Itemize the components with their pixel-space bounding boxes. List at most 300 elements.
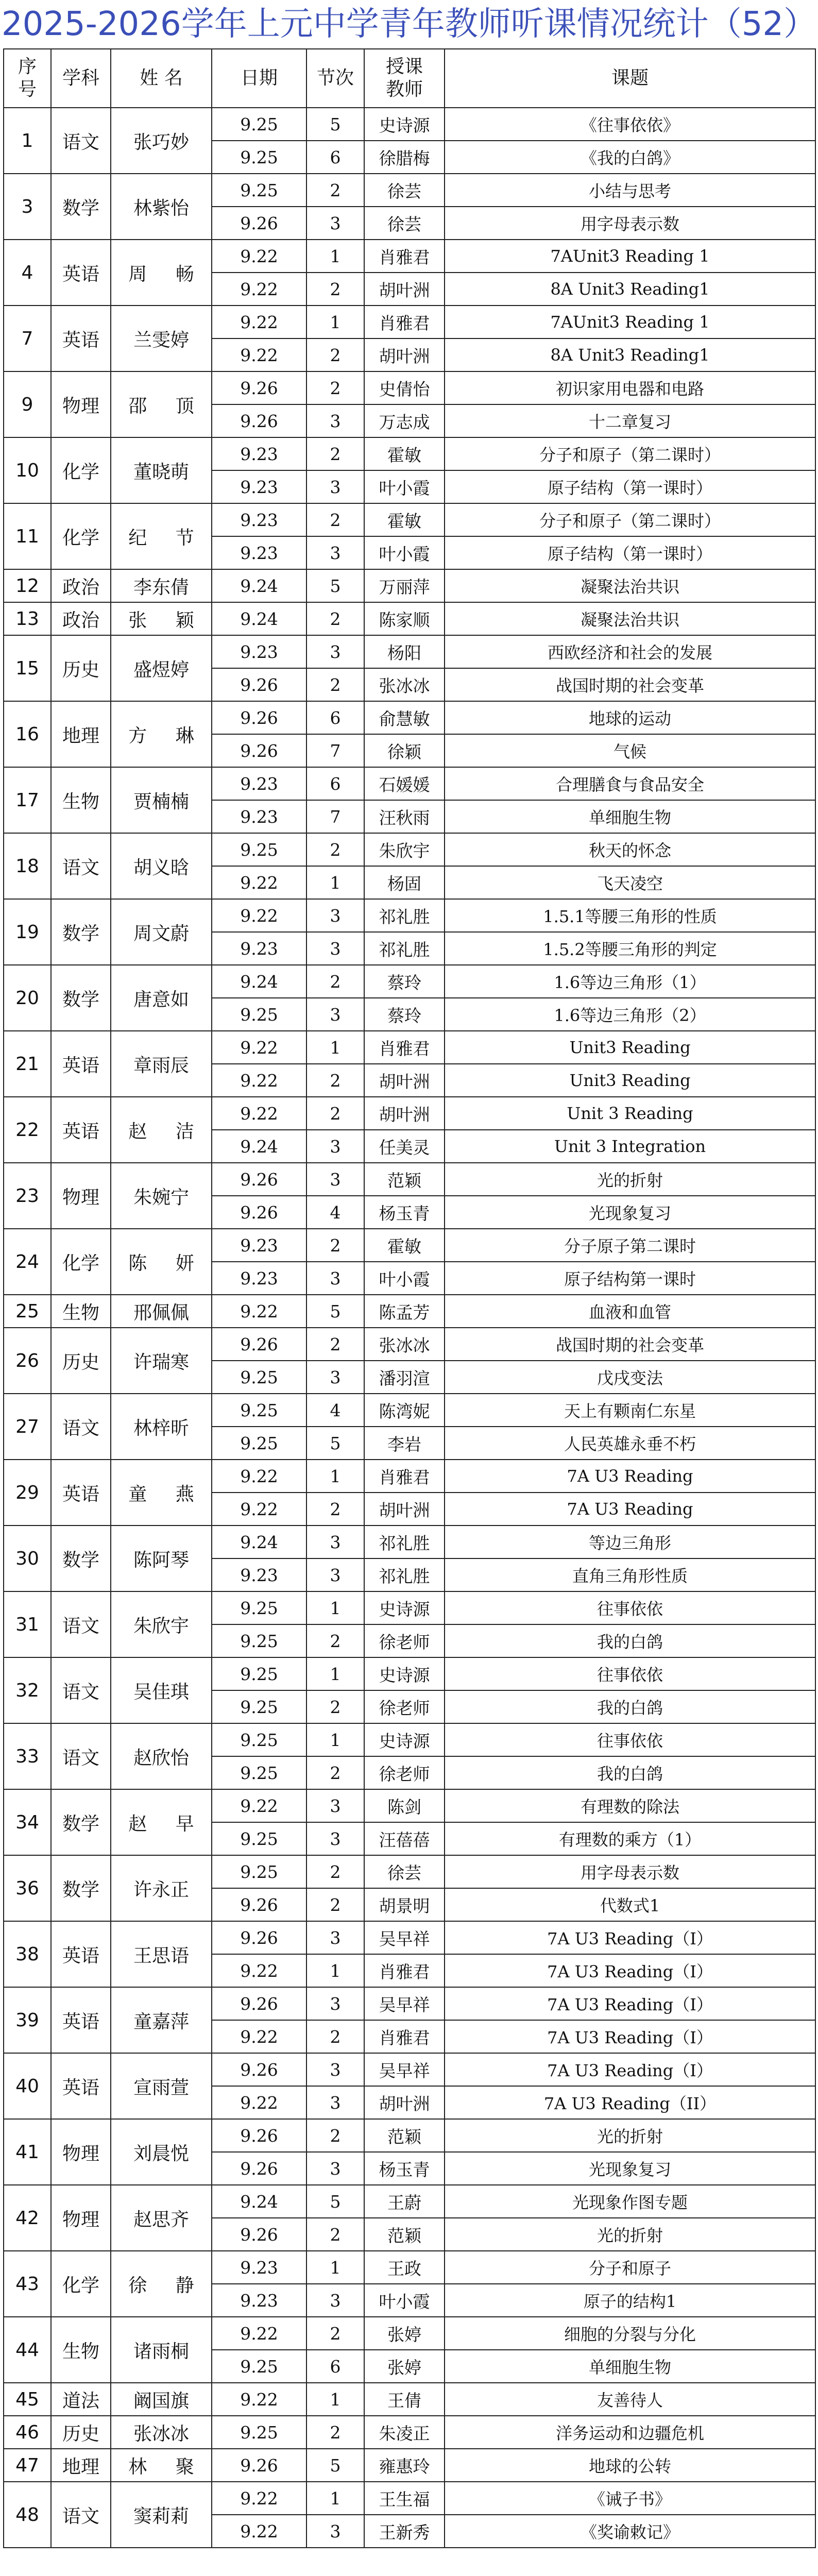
topic-cell: 《往事依依》 [445,108,815,141]
row-number: 43 [4,2251,51,2317]
lecturer-cell: 徐芸 [364,174,445,207]
date-cell: 9.25 [212,1361,306,1394]
table-row [4,1526,815,1558]
subject-cell: 语文 [51,2482,111,2548]
row-number: 26 [4,1328,51,1394]
period-cell: 4 [306,1394,364,1427]
period-cell: 3 [306,1262,364,1295]
period-cell: 2 [306,1855,364,1888]
lecturer-cell: 徐腊梅 [364,141,445,174]
topic-cell: 战国时期的社会变革 [445,668,815,701]
lecturer-cell: 范颖 [364,2218,445,2251]
lecturer-cell: 徐老师 [364,1756,445,1789]
period-cell: 2 [306,602,364,635]
subject-cell: 语文 [51,108,111,174]
date-cell: 9.24 [212,965,306,998]
row-number: 36 [4,1855,51,1921]
subject-cell: 英语 [51,1921,111,1987]
table-row [4,2185,815,2218]
row-number: 33 [4,1723,51,1789]
teacher-name-cell: 吴佳琪 [111,1657,212,1723]
teacher-name-cell: 王思语 [111,1921,212,1987]
lecturer-cell: 史诗源 [364,108,445,141]
lecturer-cell: 陈家顺 [364,602,445,635]
period-cell: 1 [306,1723,364,1756]
period-cell: 7 [306,734,364,767]
lecturer-cell: 肖雅君 [364,1460,445,1493]
subject-cell: 历史 [51,1328,111,1394]
lecturer-cell: 肖雅君 [364,1031,445,1064]
topic-cell: 原子结构（第一课时） [445,536,815,569]
teacher-name-cell: 童嘉萍 [111,1987,212,2053]
period-cell: 1 [306,1031,364,1064]
row-number: 21 [4,1031,51,1097]
teacher-name-cell: 方 琳 [111,701,212,767]
lecturer-cell: 李岩 [364,1427,445,1460]
table-row [4,1987,815,2020]
lecturer-cell: 张婷 [364,2350,445,2383]
period-cell: 2 [306,1624,364,1657]
row-number: 17 [4,767,51,833]
topic-cell: 8A Unit3 Reading1 [445,338,815,371]
period-cell: 2 [306,371,364,404]
lecturer-cell: 祁礼胜 [364,1558,445,1591]
date-cell: 9.23 [212,800,306,833]
lecture-table [3,48,816,2548]
period-cell: 1 [306,1460,364,1493]
subject-cell: 地理 [51,701,111,767]
period-cell: 3 [306,1558,364,1591]
period-cell: 3 [306,1987,364,2020]
date-cell: 9.25 [212,1427,306,1460]
period-cell: 2 [306,2020,364,2053]
teacher-name-cell: 阚国旗 [111,2383,212,2416]
lecturer-cell: 史诗源 [364,1591,445,1624]
table-row [4,1097,815,1130]
teacher-name-cell: 许永正 [111,1855,212,1921]
lecturer-cell: 范颖 [364,1163,445,1196]
subject-cell: 物理 [51,2185,111,2251]
row-number: 19 [4,899,51,965]
lecturer-cell: 霍敏 [364,503,445,536]
table-body [4,108,815,2548]
period-cell: 2 [306,2218,364,2251]
date-cell: 9.23 [212,767,306,800]
period-cell: 1 [306,240,364,273]
topic-cell: 单细胞生物 [445,2350,815,2383]
period-cell: 5 [306,1427,364,1460]
date-cell: 9.26 [212,2152,306,2185]
period-cell: 2 [306,668,364,701]
topic-cell: 光现象复习 [445,1196,815,1229]
table-row [4,2251,815,2284]
date-cell: 9.24 [212,569,306,602]
teacher-name-cell: 林梓昕 [111,1394,212,1460]
lecturer-cell: 肖雅君 [364,2020,445,2053]
subject-cell: 化学 [51,1229,111,1295]
table-row [4,2416,815,2449]
period-cell: 3 [306,2053,364,2086]
topic-cell: Unit 3 Integration [445,1130,815,1163]
date-cell: 9.26 [212,2449,306,2482]
table-row [4,1657,815,1690]
topic-cell: 7A U3 Reading（I） [445,2020,815,2053]
lecturer-cell: 肖雅君 [364,1954,445,1987]
lecturer-cell: 朱欣宇 [364,833,445,866]
period-cell: 3 [306,1822,364,1855]
teacher-name-cell: 朱婉宁 [111,1163,212,1229]
row-number: 27 [4,1394,51,1460]
topic-cell: 《我的白鸽》 [445,141,815,174]
date-cell: 9.26 [212,1987,306,2020]
subject-cell: 语文 [51,1723,111,1789]
date-cell: 9.26 [212,701,306,734]
topic-cell: 1.5.1等腰三角形的性质 [445,899,815,932]
lecturer-cell: 陈孟芳 [364,1295,445,1328]
row-number: 38 [4,1921,51,1987]
topic-cell: 代数式1 [445,1888,815,1921]
teacher-name-cell: 许瑞寒 [111,1328,212,1394]
lecturer-cell: 王倩 [364,2383,445,2416]
row-number: 16 [4,701,51,767]
date-cell: 9.26 [212,1196,306,1229]
lecturer-cell: 吴早祥 [364,2053,445,2086]
topic-cell: Unit3 Reading [445,1031,815,1064]
date-cell: 9.26 [212,207,306,240]
topic-cell: 我的白鸽 [445,1690,815,1723]
date-cell: 9.22 [212,1954,306,1987]
table-row [4,2053,815,2086]
table-row [4,701,815,734]
lecturer-cell: 张冰冰 [364,1328,445,1361]
date-cell: 9.22 [212,866,306,899]
row-number: 44 [4,2317,51,2383]
table-row [4,1229,815,1262]
row-number: 45 [4,2383,51,2416]
topic-cell: 有理数的除法 [445,1789,815,1822]
period-cell: 6 [306,141,364,174]
period-cell: 5 [306,2185,364,2218]
row-number: 11 [4,503,51,569]
period-cell: 3 [306,899,364,932]
teacher-name-cell: 李东倩 [111,569,212,602]
subject-cell: 物理 [51,371,111,437]
subject-cell: 数学 [51,174,111,240]
row-number: 31 [4,1591,51,1657]
header-no: 序号 [4,49,51,108]
subject-cell: 英语 [51,306,111,371]
date-cell: 9.22 [212,2383,306,2416]
table-row [4,2383,815,2416]
period-cell: 3 [306,1789,364,1822]
teacher-name-cell: 邢佩佩 [111,1295,212,1328]
table-row [4,1394,815,1427]
date-cell: 9.25 [212,1624,306,1657]
row-number: 34 [4,1789,51,1855]
date-cell: 9.23 [212,1262,306,1295]
header-topic: 课题 [445,49,815,108]
teacher-name-cell: 林紫怡 [111,174,212,240]
table-row [4,240,815,273]
period-cell: 2 [306,1756,364,1789]
subject-cell: 物理 [51,1163,111,1229]
topic-cell: 地球的运动 [445,701,815,734]
teacher-name-cell: 董晓萌 [111,437,212,503]
table-row [4,602,815,635]
topic-cell: 凝聚法治共识 [445,602,815,635]
period-cell: 3 [306,207,364,240]
date-cell: 9.26 [212,371,306,404]
row-number: 3 [4,174,51,240]
subject-cell: 政治 [51,569,111,602]
lecturer-cell: 史诗源 [364,1657,445,1690]
table-row [4,1591,815,1624]
teacher-name-cell: 贾楠楠 [111,767,212,833]
subject-cell: 数学 [51,1789,111,1855]
topic-cell: 戊戌变法 [445,1361,815,1394]
teacher-name-cell: 兰雯婷 [111,306,212,371]
subject-cell: 历史 [51,635,111,701]
topic-cell: 光现象复习 [445,2152,815,2185]
lecturer-cell: 杨阳 [364,635,445,668]
period-cell: 5 [306,1295,364,1328]
table-row [4,1855,815,1888]
period-cell: 2 [306,338,364,371]
topic-cell: 7A U3 Reading（I） [445,1954,815,1987]
lecturer-cell: 祁礼胜 [364,899,445,932]
table-row [4,2119,815,2152]
date-cell: 9.23 [212,437,306,470]
topic-cell: 小结与思考 [445,174,815,207]
teacher-name-cell: 邵 顶 [111,371,212,437]
subject-cell: 语文 [51,1591,111,1657]
topic-cell: 分子和原子（第二课时） [445,437,815,470]
subject-cell: 生物 [51,1295,111,1328]
subject-cell: 语文 [51,833,111,899]
date-cell: 9.23 [212,536,306,569]
date-cell: 9.22 [212,2482,306,2515]
lecturer-cell: 徐颖 [364,734,445,767]
lecturer-cell: 蔡玲 [364,998,445,1031]
lecturer-cell: 霍敏 [364,1229,445,1262]
lecturer-cell: 范颖 [364,2119,445,2152]
lecturer-cell: 徐芸 [364,207,445,240]
table-row [4,1031,815,1064]
period-cell: 3 [306,470,364,503]
row-number: 7 [4,306,51,371]
topic-cell: 有理数的乘方（1） [445,1822,815,1855]
subject-cell: 生物 [51,767,111,833]
table-row [4,1723,815,1756]
date-cell: 9.25 [212,1855,306,1888]
topic-cell: 光的折射 [445,1163,815,1196]
date-cell: 9.25 [212,1394,306,1427]
lecturer-cell: 张冰冰 [364,668,445,701]
date-cell: 9.25 [212,1756,306,1789]
teacher-name-cell: 盛煜婷 [111,635,212,701]
topic-cell: Unit 3 Reading [445,1097,815,1130]
table-row [4,965,815,998]
period-cell: 3 [306,1163,364,1196]
table-row [4,437,815,470]
date-cell: 9.25 [212,108,306,141]
period-cell: 1 [306,1591,364,1624]
lecturer-cell: 肖雅君 [364,240,445,273]
period-cell: 6 [306,2350,364,2383]
date-cell: 9.25 [212,141,306,174]
period-cell: 3 [306,998,364,1031]
topic-cell: 7A U3 Reading（II） [445,2086,815,2119]
period-cell: 2 [306,2416,364,2449]
date-cell: 9.26 [212,2218,306,2251]
header-teacher: 授课教师 [364,49,445,108]
topic-cell: 光的折射 [445,2119,815,2152]
lecturer-cell: 万丽萍 [364,569,445,602]
topic-cell: 分子原子第二课时 [445,1229,815,1262]
period-cell: 2 [306,1064,364,1097]
period-cell: 2 [306,1328,364,1361]
date-cell: 9.22 [212,338,306,371]
teacher-name-cell: 张 颖 [111,602,212,635]
table-row [4,1789,815,1822]
teacher-name-cell: 诸雨桐 [111,2317,212,2383]
date-cell: 9.23 [212,2284,306,2317]
topic-cell: 分子和原子 [445,2251,815,2284]
table-row [4,2449,815,2482]
row-number: 22 [4,1097,51,1163]
row-number: 42 [4,2185,51,2251]
lecturer-cell: 胡叶洲 [364,1064,445,1097]
table-row [4,1460,815,1493]
period-cell: 2 [306,273,364,306]
topic-cell: 1.6等边三角形（2） [445,998,815,1031]
date-cell: 9.23 [212,470,306,503]
subject-cell: 生物 [51,2317,111,2383]
date-cell: 9.26 [212,1163,306,1196]
teacher-name-cell: 张巧妙 [111,108,212,174]
lecturer-cell: 杨固 [364,866,445,899]
subject-cell: 英语 [51,1987,111,2053]
teacher-name-cell: 赵思齐 [111,2185,212,2251]
date-cell: 9.25 [212,1657,306,1690]
period-cell: 1 [306,2251,364,2284]
date-cell: 9.24 [212,1526,306,1558]
period-cell: 2 [306,174,364,207]
date-cell: 9.24 [212,1130,306,1163]
lecturer-cell: 叶小霞 [364,2284,445,2317]
period-cell: 3 [306,932,364,965]
date-cell: 9.26 [212,668,306,701]
lecturer-cell: 祁礼胜 [364,1526,445,1558]
lecturer-cell: 叶小霞 [364,1262,445,1295]
topic-cell: 秋天的怀念 [445,833,815,866]
period-cell: 2 [306,1493,364,1526]
lecturer-cell: 任美灵 [364,1130,445,1163]
date-cell: 9.22 [212,306,306,338]
subject-cell: 数学 [51,1855,111,1921]
subject-cell: 化学 [51,437,111,503]
topic-cell: 凝聚法治共识 [445,569,815,602]
topic-cell: 十二章复习 [445,404,815,437]
period-cell: 2 [306,1690,364,1723]
topic-cell: 7A U3 Reading（I） [445,2053,815,2086]
row-number: 25 [4,1295,51,1328]
row-number: 23 [4,1163,51,1229]
date-cell: 9.25 [212,998,306,1031]
subject-cell: 英语 [51,240,111,306]
lecturer-cell: 潘羽渲 [364,1361,445,1394]
subject-cell: 英语 [51,1031,111,1097]
topic-cell: 《奖谕敕记》 [445,2515,815,2548]
lecturer-cell: 胡叶洲 [364,1097,445,1130]
row-number: 1 [4,108,51,174]
topic-cell: 气候 [445,734,815,767]
topic-cell: 我的白鸽 [445,1624,815,1657]
teacher-name-cell: 童 燕 [111,1460,212,1526]
lecturer-cell: 徐芸 [364,1855,445,1888]
lecturer-cell: 杨玉青 [364,1196,445,1229]
period-cell: 5 [306,108,364,141]
topic-cell: 飞天凌空 [445,866,815,899]
period-cell: 7 [306,800,364,833]
period-cell: 3 [306,635,364,668]
topic-cell: 7A U3 Reading（I） [445,1921,815,1954]
date-cell: 9.26 [212,404,306,437]
date-cell: 9.23 [212,2251,306,2284]
period-cell: 2 [306,833,364,866]
teacher-name-cell: 宣雨萱 [111,2053,212,2119]
lecturer-cell: 王蔚 [364,2185,445,2218]
lecturer-cell: 史诗源 [364,1723,445,1756]
topic-cell: 往事依依 [445,1723,815,1756]
date-cell: 9.22 [212,1789,306,1822]
period-cell: 1 [306,306,364,338]
subject-cell: 语文 [51,1394,111,1460]
lecturer-cell: 王新秀 [364,2515,445,2548]
topic-cell: 分子和原子（第二课时） [445,503,815,536]
period-cell: 2 [306,1229,364,1262]
header-name: 姓 名 [111,49,212,108]
subject-cell: 英语 [51,2053,111,2119]
row-number: 32 [4,1657,51,1723]
date-cell: 9.25 [212,1690,306,1723]
period-cell: 3 [306,1130,364,1163]
topic-cell: 我的白鸽 [445,1756,815,1789]
lecturer-cell: 蔡玲 [364,965,445,998]
subject-cell: 数学 [51,1526,111,1591]
date-cell: 9.26 [212,734,306,767]
table-row [4,1295,815,1328]
date-cell: 9.22 [212,1493,306,1526]
lecturer-cell: 王生福 [364,2482,445,2515]
topic-cell: 光的折射 [445,2218,815,2251]
table-row [4,899,815,932]
table-row [4,2482,815,2515]
header-row [4,49,815,108]
topic-cell: 原子结构第一课时 [445,1262,815,1295]
topic-cell: 合理膳食与食品安全 [445,767,815,800]
teacher-name-cell: 赵 早 [111,1789,212,1855]
period-cell: 5 [306,2449,364,2482]
topic-cell: 原子的结构1 [445,2284,815,2317]
teacher-name-cell: 唐意如 [111,965,212,1031]
topic-cell: 7A U3 Reading（I） [445,1987,815,2020]
teacher-name-cell: 刘晨悦 [111,2119,212,2185]
period-cell: 3 [306,404,364,437]
subject-cell: 政治 [51,602,111,635]
lecturer-cell: 吴早祥 [364,1987,445,2020]
row-number: 41 [4,2119,51,2185]
